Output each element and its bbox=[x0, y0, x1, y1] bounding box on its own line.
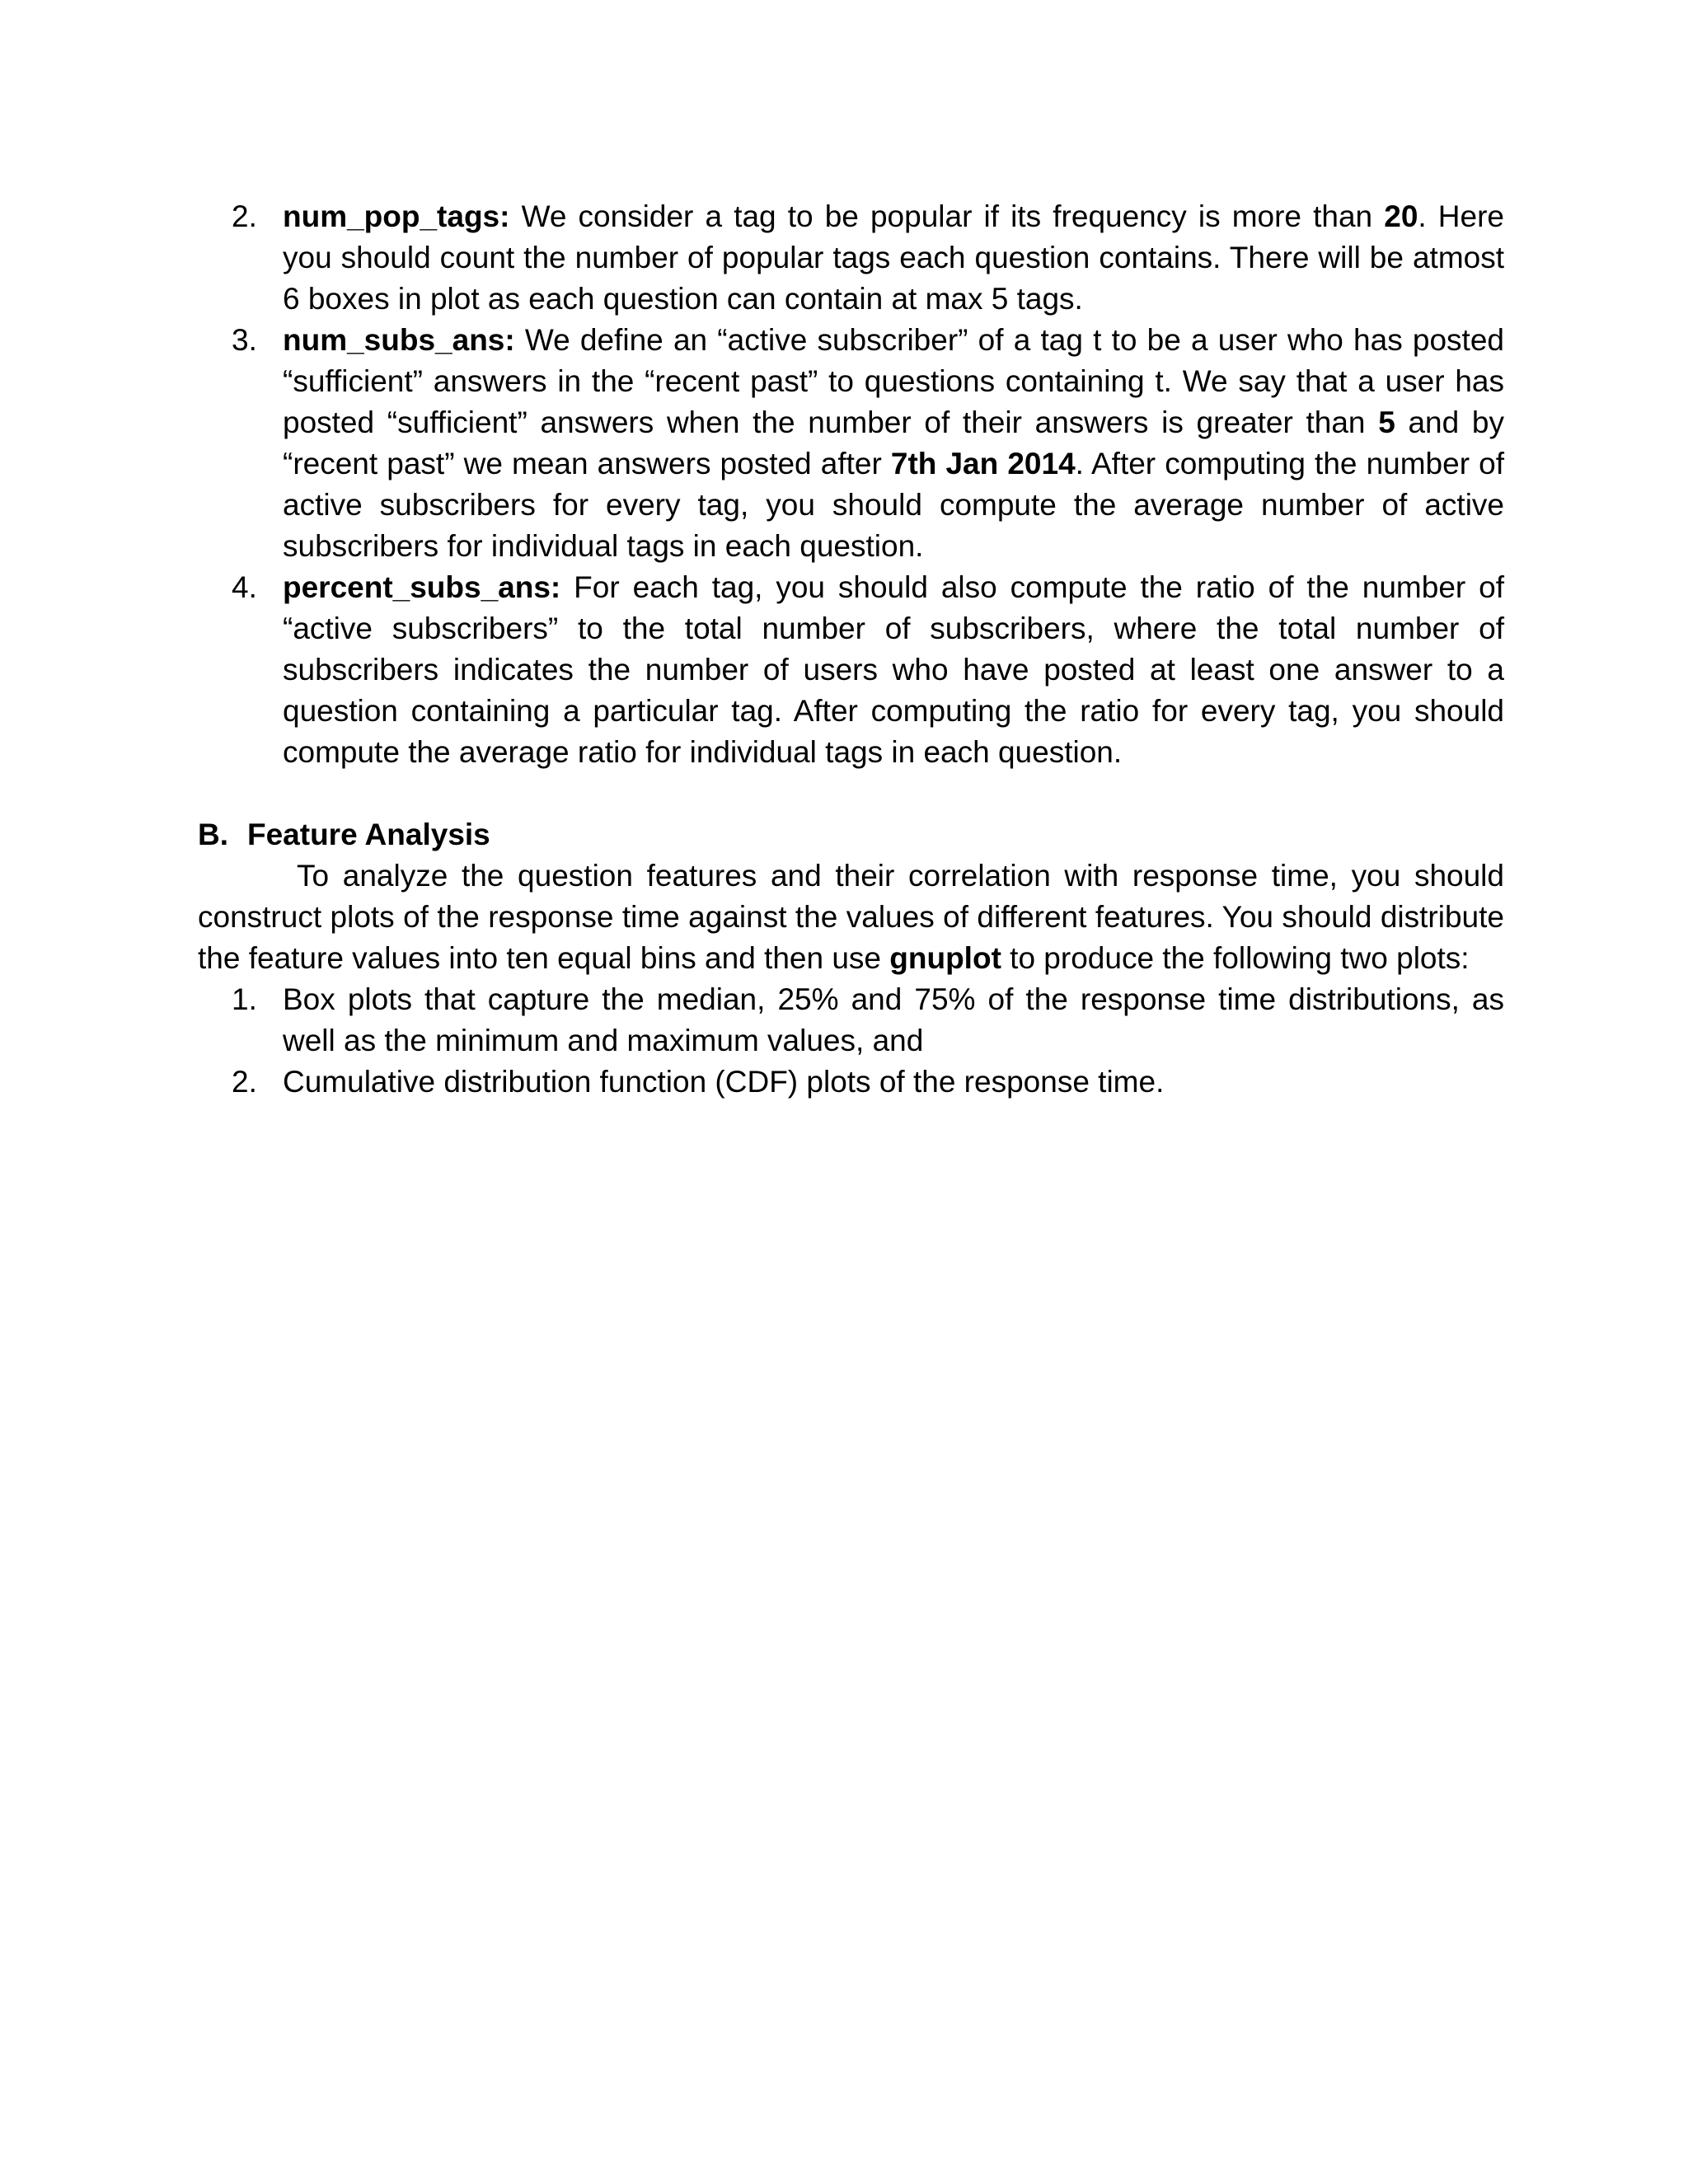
bold-date: 7th Jan 2014 bbox=[890, 447, 1076, 480]
section-heading-feature-analysis bbox=[198, 814, 1504, 855]
document-body bbox=[198, 196, 1504, 1103]
feature-description: We define an “active subscriber” of a tag t to be a user who has posted “sufficient” answers in the “recent past” to questions containing t. We say that a user has posted “sufficient” answers when the number of their answers is greater than bbox=[283, 323, 1504, 439]
list-item-num-pop-tags bbox=[198, 196, 1504, 320]
plot-list bbox=[198, 979, 1504, 1103]
feature-description: We consider a tag to be popular if its frequency is more than bbox=[509, 199, 1385, 233]
section-title: Feature Analysis bbox=[247, 818, 490, 851]
list-item-text: Box plots that capture the median, 25% and 75% of the response time distributions, as well as the minimum and maximum values, and bbox=[283, 982, 1504, 1057]
list-number: 4. bbox=[232, 570, 257, 604]
list-item-percent-subs-ans bbox=[198, 567, 1504, 773]
bold-value: 20 bbox=[1384, 199, 1418, 233]
section-letter: B. bbox=[198, 818, 228, 851]
list-number: 2. bbox=[232, 199, 257, 233]
paragraph-text: To analyze the question features and their correlation with response time, you should construct plots of the response time against the values of different features. You should distribute the feature values into ten equal bins and then use bbox=[198, 859, 1504, 975]
feature-description: For each tag, you should also compute the ratio of the number of “active subscribers” to the total number of subscribers, where the total number of subscribers indicates the number of users who have posted at least one answer to a question containing a particular tag. After computing the ratio for every tag, you should compute the average ratio for individual tags in each question. bbox=[283, 570, 1504, 769]
list-item-text: Cumulative distribution function (CDF) plots of the response time. bbox=[283, 1065, 1165, 1099]
list-item-num-subs-ans bbox=[198, 320, 1504, 567]
list-number: 1. bbox=[232, 982, 257, 1016]
feature-description: . Here you should count the number of popular tags each question contains. There will be atmost 6 boxes in plot as each question can contain at max 5 tags. bbox=[283, 199, 1504, 316]
bold-value: 5 bbox=[1378, 405, 1395, 439]
feature-definition-list bbox=[198, 196, 1504, 773]
list-number: 2. bbox=[232, 1065, 257, 1099]
feature-term: num_pop_tags: bbox=[283, 199, 510, 233]
list-item-cdf-plots bbox=[198, 1062, 1504, 1103]
feature-term: percent_subs_ans: bbox=[283, 570, 561, 604]
list-item-box-plots bbox=[198, 979, 1504, 1062]
paragraph-text: to produce the following two plots: bbox=[1001, 941, 1470, 975]
feature-description: and by “recent past” we mean answers posted after bbox=[283, 405, 1504, 480]
feature-analysis-paragraph bbox=[198, 855, 1504, 979]
list-number: 3. bbox=[232, 323, 257, 357]
feature-description: . After computing the number of active subscribers for every tag, you should compute the average number of active subscribers for individual tags in each question. bbox=[283, 447, 1504, 563]
bold-tool-name: gnuplot bbox=[889, 941, 1001, 975]
feature-term: num_subs_ans: bbox=[283, 323, 515, 357]
